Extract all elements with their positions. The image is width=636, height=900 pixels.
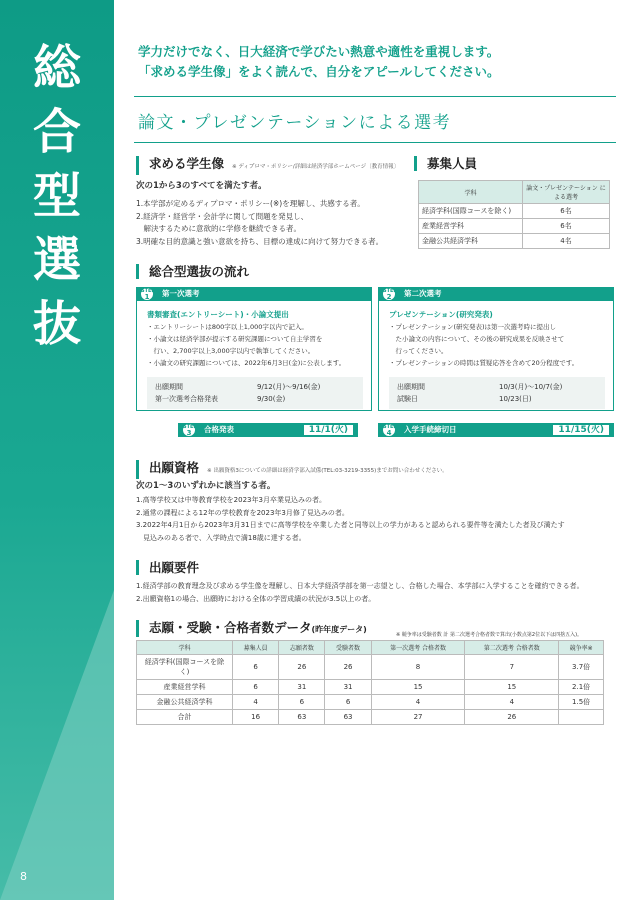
table-row: 経済学科(国際コースを除く) 6 26 26 8 7 3.7倍 [137,655,604,680]
kyomeru-lead: 次の1から3のすべてを満たす者。 [136,181,267,191]
shikaku-list: 1.高等学校又は中等教育学校を2023年3月卒業見込みの者。 2.通常の課程による12年の学校教育を2023年3月修了見込みの者。 3.2022年4月1日から2023年3月31日までに高等学校を卒業した者と同等以上の学力があると認められる要件等を満たした者及び満たす 見込みのある者で、入学時点で満18歳に達する者。 [136,496,565,542]
data-note: ※ 競争率は受験者数 計 第二次選考合格者数で算出(小数点第2位以下は四捨五入)。 [396,632,583,638]
table-row: 合計 16 63 63 27 26 [137,710,604,725]
vertical-title: 総 合 型 選 抜 [32,40,81,352]
step4-date: 11/15(火) [553,425,609,435]
main-content [114,0,636,900]
boshu-table: 学科 論文・プレゼンテーション による選考 経済学科(国際コースを除く) 6名 産業経営学科 6名 金融公共経済学科 4名 [418,180,610,249]
data-table [136,640,604,725]
intro-text: 学力だけでなく、日大経済で学びたい熱意や適性を重視します。 「求める学生像」をよく読んで、自分をアピールしてください。 [138,44,500,79]
table-row: 産業経営学科 6 31 31 15 15 2.1倍 [137,680,604,695]
step3-badge: STEP 3 [183,424,198,437]
page-subtitle: 論文・プレゼンテーションによる選考 [138,113,452,133]
side-decoration [0,590,114,900]
page-number: 8 [20,870,27,883]
section-heading-yoken: 出願要件 [136,560,199,575]
section-heading-boshu: 募集人員 [414,156,477,171]
yoken-list: 1.経済学部の教育理念及び求める学生像を理解し、日本大学経済学部を第一志望とし、合格した場合、本学部に入学することを確約できる者。 2.出願資格1の場合、出願時における全体の学習成績の状況が3.5以上の者。 [136,582,584,603]
table-row: 金融公共経済学科 4 6 6 4 4 1.5倍 [137,695,604,710]
step1-bar: STEP 1 第一次選考 [136,287,372,301]
section-heading-kyomeru: 求める学生像 ※ ディプロマ・ポリシー/詳細は経済学部ホームページ〔教育情報〕 [136,156,399,175]
section-heading-flow: 総合型選抜の流れ [136,264,249,279]
step4-badge: STEP 4 [383,424,398,437]
step1-list: ・エントリーシートは800字以上1,000字以内で記入。 ・小論文は経済学部が提示する研究課題について自主学習を 行い、2,700字以上3,000字以内で執筆してください。 ・小論文の研究課題については、2022年6月3日(金)に公表します。 [147,323,346,367]
kyomeru-list: 1.本学部が定めるディプロマ・ポリシー(※)を理解し、共感する者。 2.経済学・経営学・会計学に関して問題を発見し、 解決するために意欲的に学修を継続できる者。 3.明確な目的意識と強い意欲を持ち、目標の達成に向けて努力できる者。 [136,199,384,246]
side-band [0,0,114,900]
step1-periods: 出願期間 9/12(月)〜9/16(金) 第一次選考合格発表 9/30(金) [147,377,363,409]
section-heading-data: 志願・受験・合格者数データ(昨年度データ) [136,620,367,637]
divider [134,142,616,143]
step1-badge: STEP 1 [141,288,156,301]
step4-bar: STEP 4 入学手続締切日 11/15(火) [378,423,614,437]
table-row: 学科 募集人員 志願者数 受験者数 第一次選考 合格者数 第二次選考 合格者数 競争率※ [137,641,604,655]
shikaku-lead: 次の1〜3のいずれかに該当する者。 [136,481,276,491]
step2-bar: STEP 2 第二次選考 [378,287,614,301]
step1-box: 書類審査(エントリーシート)・小論文提出 ・エントリーシートは800字以上1,000字以内で記入。 ・小論文は経済学部が提示する研究課題について自主学習を 行い、2,700字以上3,000字以内で執筆してください。 ・小論文の研究課題については、2022年6月3日(金)に公表します。 出願期間 9/12(月)〜9/16(金) 第一次選考合格発表 9/30(金) [136,301,372,411]
step2-periods: 出願期間 10/3(月)〜10/7(金) 試験日 10/23(日) [389,377,605,409]
step2-badge: STEP 2 [383,288,398,301]
divider [134,96,616,97]
step2-box: プレゼンテーション(研究発表) ・プレゼンテーション(研究発表)は第一次選考時に提出し た小論文の内容について、その後の研究成果を反映させて 行ってください。 ・プレゼンテーションの時間は質疑応答を含めて20分程度です。 出願期間 10/3(月)〜10/7(金) 試験日 10/23(日) [378,301,614,411]
step3-bar: STEP 3 合格発表 11/1(火) [178,423,358,437]
step2-list: ・プレゼンテーション(研究発表)は第一次選考時に提出し た小論文の内容について、その後の研究成果を反映させて 行ってください。 ・プレゼンテーションの時間は質疑応答を含めて20分程度です。 [389,323,579,367]
section-heading-shikaku: 出願資格 ※ 出願資格3についての詳細は経済学部入試係(TEL:03-3219-3355)までお問い合わせください。 [136,460,448,479]
step3-date: 11/1(火) [304,425,353,435]
